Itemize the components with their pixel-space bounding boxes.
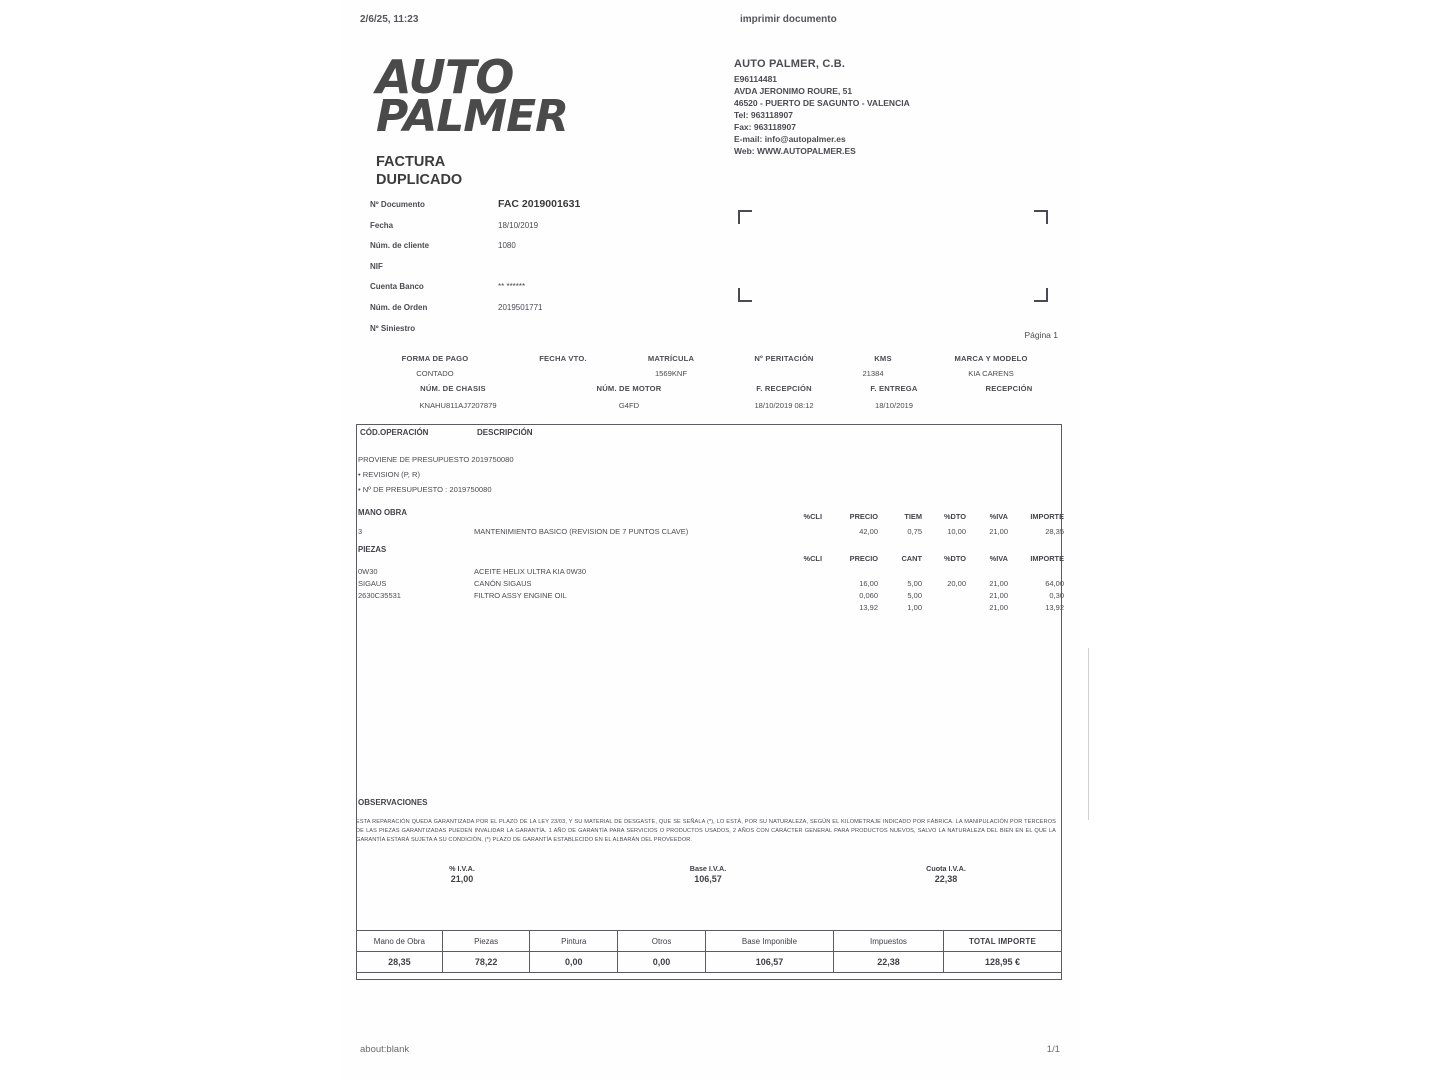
vehicle-header-row-2	[358, 384, 1064, 401]
field-value-fecha: 18/10/2019	[498, 220, 539, 230]
line-items-box	[356, 424, 1062, 980]
parts-line-importe: 64,00	[1045, 579, 1064, 588]
vehicle-header-matricula: MATRÍCULA	[647, 354, 695, 363]
iva-base-value: 106,57	[694, 874, 722, 884]
company-name: AUTO PALMER, C.B.	[734, 58, 846, 70]
field-label-nif: NIF	[370, 261, 383, 271]
section-title-mano-obra: MANO OBRA	[358, 508, 407, 517]
vehicle-value-chasis: KNAHU811AJ7207879	[419, 401, 497, 411]
field-row-fecha	[370, 221, 630, 242]
iva-percent-label: % I.V.A.	[449, 864, 475, 873]
parts-header-dto: %DTO	[943, 554, 966, 563]
labor-line-iva: 21,00	[989, 527, 1008, 536]
parts-column-headers	[790, 554, 1064, 566]
print-timestamp: 2/6/25, 11:23	[360, 14, 419, 25]
totals-value-row	[357, 952, 1062, 973]
labor-header-tiem: TIEM	[904, 512, 922, 521]
totals-header-pintura: Pintura	[530, 931, 618, 952]
field-row-num-orden	[370, 303, 630, 324]
totals-table	[356, 930, 1062, 973]
iva-percent-cell	[402, 864, 522, 884]
field-row-num-siniestro	[370, 324, 630, 345]
budget-line-origin: PROVIENE DE PRESUPUESTO 2019750080	[358, 455, 514, 464]
field-value-documento: FAC 2019001631	[498, 198, 581, 210]
labor-line-code: 3	[358, 527, 363, 536]
company-website: Web: WWW.AUTOPALMER.ES	[734, 145, 856, 156]
parts-line-code: 2630C35531	[358, 591, 401, 600]
parts-line-description: FILTRO ASSY ENGINE OIL	[474, 591, 567, 600]
company-info-block	[734, 57, 910, 157]
totals-value-mano-obra: 28,35	[357, 952, 443, 973]
crop-mark-top-right	[1034, 210, 1048, 224]
page-number-label: Página 1	[1024, 330, 1058, 340]
vehicle-header-kms: KMS	[874, 354, 892, 363]
parts-line-description: CANÓN SIGAUS	[474, 579, 532, 588]
iva-cuota-label: Cuota I.V.A.	[926, 864, 966, 873]
totals-header-piezas: Piezas	[442, 931, 530, 952]
document-type-factura: FACTURA	[376, 154, 446, 170]
print-footer-url: about:blank	[360, 1044, 410, 1055]
company-email: E-mail: info@autopalmer.es	[734, 133, 846, 144]
vehicle-value-forma-pago: CONTADO	[416, 369, 454, 379]
field-label-num-orden: Núm. de Orden	[370, 302, 428, 312]
vehicle-value-matricula: 1569KNF	[654, 369, 688, 379]
totals-value-pintura: 0,00	[530, 952, 618, 973]
totals-header-row	[357, 931, 1062, 952]
parts-line-item	[340, 567, 1046, 579]
parts-header-iva: %IVA	[989, 554, 1008, 563]
section-title-piezas: PIEZAS	[358, 545, 387, 554]
parts-line-cant: 5,00	[907, 579, 922, 588]
budget-reference-lines	[358, 452, 514, 497]
company-city: 46520 - PUERTO DE SAGUNTO - VALENCIA	[734, 97, 910, 108]
vehicle-value-row-2	[358, 401, 1064, 416]
vehicle-value-marca-modelo: KIA CARENS	[968, 369, 1014, 379]
totals-value-piezas: 78,22	[442, 952, 530, 973]
document-type-duplicado: DUPLICADO	[376, 172, 463, 189]
parts-line-item	[340, 591, 1064, 603]
document-fields	[370, 200, 630, 344]
labor-header-importe: IMPORTE	[1030, 512, 1064, 521]
field-value-num-orden: 2019501771	[498, 302, 543, 312]
parts-line-precio: 13,92	[859, 603, 878, 612]
parts-line-iva: 21,00	[989, 591, 1008, 600]
labor-line-precio: 42,00	[859, 527, 878, 536]
labor-line-dto: 10,00	[947, 527, 966, 536]
vehicle-header-row-1	[358, 354, 1064, 369]
parts-line-importe: 0,30	[1049, 591, 1064, 600]
iva-percent-value: 21,00	[450, 874, 474, 884]
parts-line-code: SIGAUS	[358, 579, 387, 588]
vehicle-header-f-recepcion: F. RECEPCIÓN	[756, 384, 812, 394]
iva-cuota-cell	[886, 864, 1006, 884]
totals-value-otros: 0,00	[618, 952, 706, 973]
print-footer-pages: 1/1	[1046, 1044, 1060, 1055]
logo-line-auto: AUTO	[376, 50, 514, 104]
parts-header-cli: %CLI	[803, 554, 822, 563]
parts-line-cant: 1,00	[907, 603, 922, 612]
field-label-fecha: Fecha	[370, 220, 394, 230]
labor-line-importe: 28,35	[1045, 527, 1064, 536]
field-value-num-cliente: 1080	[498, 241, 516, 251]
operations-column-headers	[360, 428, 533, 437]
crop-mark-bottom-left	[738, 288, 752, 302]
observations-text: ESTA REPARACIÓN QUEDA GARANTIZADA POR EL PLAZO DE LA LEY 23/03, Y SU MATERIAL DE DESGASTE, QUE SE SEÑALA (*), LO ESTÁ, POR SU NATURALEZA, SEGÚN EL KILOMETRAJE INDICADO POR FÁBRICA. LA MANIPULACIÓN POR TERCEROS DE LAS PIEZAS GARANTIZADAS PUEDEN INVALIDAR LA GARANTÍA. 1 AÑO DE GARANTÍA PARA SERVICIOS O PRODUCTOS USADOS, 2 AÑOS CON CARÁCTER GENERAL PARA PRODUCTOS NUEVOS, SALVO LA NATURALEZA DEL BIEN EN EL QUE LA GARANTÍA ESTARÁ SUJETA A SU CONDICIÓN. (*) PLAZO DE GARANTÍA ESTABLECIDO EN EL ALBARÁN DEL PROVEEDOR.	[356, 819, 1056, 844]
labor-header-precio: PRECIO	[849, 512, 878, 521]
iva-base-label: Base I.V.A.	[689, 864, 727, 873]
auto-palmer-logo	[376, 50, 576, 142]
totals-header-impuestos: Impuestos	[834, 931, 944, 952]
parts-line-precio: 16,00	[859, 579, 878, 588]
parts-header-importe: IMPORTE	[1030, 554, 1064, 563]
field-label-cuenta-banco: Cuenta Banco	[370, 282, 424, 292]
vehicle-header-forma-pago: FORMA DE PAGO	[401, 354, 469, 363]
totals-header-otros: Otros	[618, 931, 706, 952]
vehicle-value-f-entrega: 18/10/2019	[874, 401, 913, 411]
parts-line-dto: 20,00	[947, 579, 966, 588]
crop-mark-bottom-right	[1034, 288, 1048, 302]
print-footer	[360, 1044, 1060, 1058]
field-row-documento	[370, 200, 630, 221]
print-document-title: imprimir documento	[740, 14, 837, 25]
vehicle-info-grid	[358, 354, 1064, 417]
field-row-num-cliente	[370, 241, 630, 262]
field-row-cuenta-banco	[370, 282, 630, 303]
printed-invoice-sheet	[340, 0, 1080, 1080]
parts-line-item	[340, 579, 1064, 591]
parts-line-precio: 0,060	[859, 591, 878, 600]
parts-line-cant: 5,00	[907, 591, 922, 600]
iva-summary-row	[356, 864, 1062, 890]
parts-line-item	[340, 603, 1064, 615]
iva-cuota-value: 22,38	[934, 874, 958, 884]
budget-line-number: • Nº DE PRESUPUESTO : 2019750080	[358, 485, 492, 495]
vehicle-value-f-recepcion: 18/10/2019 08:12	[754, 401, 814, 411]
labor-line-item	[340, 527, 1064, 539]
field-row-nif	[370, 262, 630, 283]
company-telephone: Tel: 963118907	[734, 109, 793, 120]
totals-header-base-imponible: Base Imponible	[705, 931, 833, 952]
vehicle-header-peritacion: Nº PERITACIÓN	[754, 354, 814, 363]
totals-header-total-importe: TOTAL IMPORTE	[943, 931, 1061, 952]
totals-value-total-importe: 128,95 €	[943, 952, 1061, 973]
totals-value-impuestos: 22,38	[834, 952, 944, 973]
totals-header-mano-obra: Mano de Obra	[357, 931, 443, 952]
parts-header-precio: PRECIO	[849, 554, 878, 563]
vehicle-header-marca-modelo: MARCA Y MODELO	[954, 354, 1028, 363]
vehicle-value-motor: G4FD	[618, 401, 640, 411]
operations-header-descripcion: DESCRIPCIÓN	[477, 428, 533, 437]
vehicle-value-row-1	[358, 369, 1064, 384]
labor-column-headers	[790, 512, 1064, 524]
scan-artifact-line	[1088, 648, 1089, 820]
vehicle-header-f-entrega: F. ENTREGA	[870, 384, 918, 394]
totals-value-base-imponible: 106,57	[705, 952, 833, 973]
field-label-documento: Nº Documento	[370, 200, 425, 209]
operations-header-codigo: CÓD.OPERACIÓN	[360, 428, 429, 437]
field-label-num-siniestro: Nº Siniestro	[370, 323, 416, 333]
vehicle-header-fecha-vto: FECHA VTO.	[539, 354, 587, 363]
logo-line-palmer: PALMER	[376, 90, 569, 142]
vehicle-header-recepcion: RECEPCIÓN	[985, 384, 1033, 394]
parts-line-code: 0W30	[358, 567, 378, 576]
parts-line-importe: 13,92	[1045, 603, 1064, 612]
crop-mark-top-left	[738, 210, 752, 224]
parts-line-iva: 21,00	[989, 603, 1008, 612]
company-address: AVDA JERONIMO ROURE, 51	[734, 85, 853, 96]
iva-base-cell	[648, 864, 768, 884]
budget-line-revision: • REVISION (P, R)	[358, 470, 421, 480]
labor-header-cli: %CLI	[803, 512, 822, 521]
parts-line-description: ACEITE HELIX ULTRA KIA 0W30	[474, 567, 586, 576]
document-type-heading	[376, 153, 462, 189]
print-header	[360, 14, 1060, 30]
parts-header-cant: CANT	[901, 554, 922, 563]
company-cif: E96114481	[734, 73, 778, 84]
vehicle-value-kms: 21384	[862, 369, 884, 379]
parts-line-iva: 21,00	[989, 579, 1008, 588]
observations-title: OBSERVACIONES	[358, 798, 428, 807]
labor-header-dto: %DTO	[943, 512, 966, 521]
vehicle-header-motor: NÚM. DE MOTOR	[596, 384, 662, 394]
field-value-cuenta-banco: ** ******	[498, 282, 526, 292]
labor-header-iva: %IVA	[989, 512, 1008, 521]
labor-line-tiem: 0,75	[907, 527, 922, 536]
field-label-num-cliente: Núm. de cliente	[370, 241, 430, 251]
labor-line-description: MANTENIMIENTO BASICO (REVISION DE 7 PUNTOS CLAVE)	[474, 527, 689, 536]
company-fax: Fax: 963118907	[734, 121, 796, 132]
vehicle-header-chasis: NÚM. DE CHASIS	[420, 384, 486, 394]
